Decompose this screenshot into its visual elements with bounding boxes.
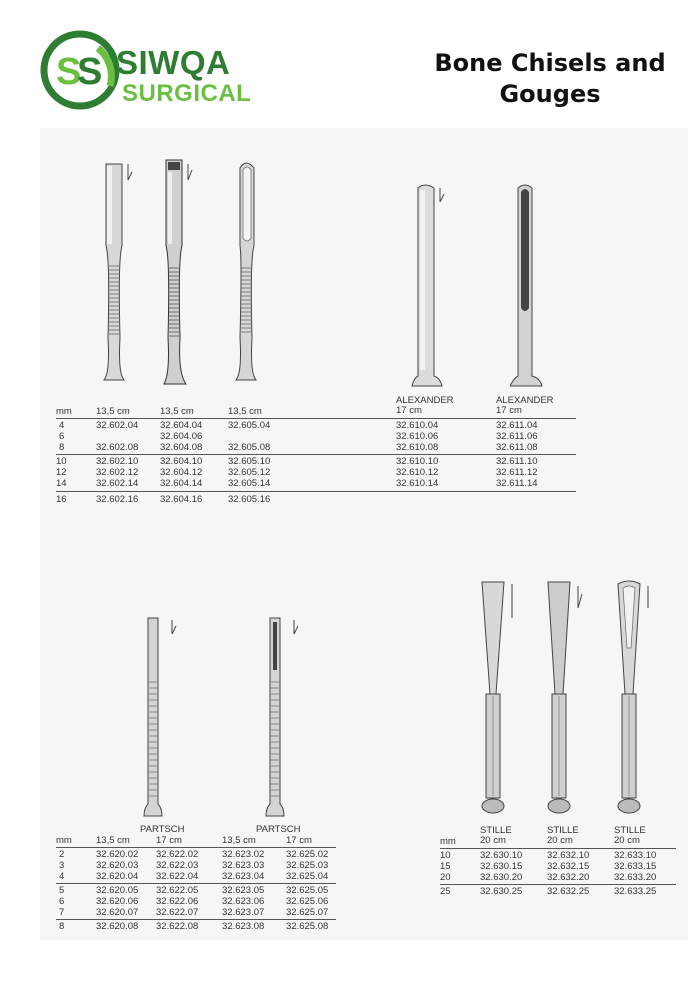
cell-mm: 8 <box>59 442 65 453</box>
cell: 32.622.03 <box>156 860 199 871</box>
cell: 32.632.25 <box>547 886 590 897</box>
cell-mm: 4 <box>59 871 65 882</box>
cell: 32.610.10 <box>396 456 439 467</box>
cell: 32.611.06 <box>496 431 538 442</box>
stille-gouge-illustration <box>614 578 660 818</box>
cell: 32.604.04 <box>160 420 203 431</box>
cell: 32.602.04 <box>96 420 139 431</box>
cell: 32.633.10 <box>614 850 657 861</box>
cell-mm: 6 <box>59 896 65 907</box>
table-top <box>56 406 576 506</box>
stille-name-2: STILLE <box>547 825 579 836</box>
chisel-bevel-illustration <box>160 158 200 390</box>
cell: 32.602.10 <box>96 456 139 467</box>
cell: 32.604.12 <box>160 467 203 478</box>
cell: 32.630.10 <box>480 850 523 861</box>
cell: 32.625.08 <box>286 921 329 932</box>
cell: 32.605.08 <box>228 442 271 453</box>
cell: 32.625.03 <box>286 860 329 871</box>
cell: 32.610.12 <box>396 467 439 478</box>
alexander-chisel-illustration <box>410 180 450 390</box>
cell: 32.602.12 <box>96 467 139 478</box>
cell: 32.625.04 <box>286 871 329 882</box>
cell: 32.625.07 <box>286 907 329 918</box>
cell: 32.623.03 <box>222 860 265 871</box>
col-header: 13,5 cm <box>222 835 256 846</box>
cell: 32.623.02 <box>222 849 265 860</box>
cell-mm: 14 <box>56 478 67 489</box>
brand-name: SIWQA <box>116 44 231 81</box>
cell: 32.611.14 <box>496 478 538 489</box>
cell: 32.604.06 <box>160 431 203 442</box>
cell: 32.620.03 <box>96 860 139 871</box>
cell: 32.605.04 <box>228 420 271 431</box>
cell-mm: 15 <box>440 861 451 872</box>
cell: 32.622.05 <box>156 885 199 896</box>
cell: 32.630.20 <box>480 872 523 883</box>
divider <box>56 883 336 884</box>
col-header: 13,5 cm <box>96 406 130 417</box>
cell: 32.622.07 <box>156 907 199 918</box>
cell: 32.602.16 <box>96 494 139 505</box>
cell: 32.610.08 <box>396 442 439 453</box>
ss-mark-icon <box>40 28 120 114</box>
cell-mm: 4 <box>59 420 65 431</box>
cell: 32.623.05 <box>222 885 265 896</box>
cell: 32.611.08 <box>496 442 538 453</box>
cell-mm: 20 <box>440 872 451 883</box>
col-header: 17 cm <box>156 835 182 846</box>
cell: 32.611.10 <box>496 456 538 467</box>
cell: 32.632.10 <box>547 850 590 861</box>
svg-text:S: S <box>56 51 82 93</box>
cell: 32.632.20 <box>547 872 590 883</box>
partsch-gouge-illustration <box>262 612 310 822</box>
partsch-label-1: PARTSCH <box>140 824 185 835</box>
divider <box>56 454 576 455</box>
cell: 32.623.06 <box>222 896 265 907</box>
alexander-gouge-illustration <box>510 180 550 390</box>
cell: 32.630.15 <box>480 861 523 872</box>
cell: 32.632.15 <box>547 861 590 872</box>
alexander-name-2: ALEXANDER <box>496 395 554 406</box>
divider <box>56 847 336 848</box>
mm-label: mm <box>56 835 72 846</box>
table-partsch <box>56 835 336 935</box>
stille-size-3: 20 cm <box>614 835 640 846</box>
mm-label: mm <box>56 406 72 417</box>
alexander-name-1: ALEXANDER <box>396 395 454 406</box>
alexander-size-1: 17 cm <box>396 405 422 416</box>
cell: 32.605.14 <box>228 478 271 489</box>
stille-size-2: 20 cm <box>547 835 573 846</box>
cell: 32.620.08 <box>96 921 139 932</box>
stille-bevel-chisel-illustration <box>544 578 590 818</box>
page-title-line-1: Bone Chisels and <box>434 49 666 77</box>
cell: 32.620.05 <box>96 885 139 896</box>
divider <box>440 884 676 885</box>
cell: 32.623.08 <box>222 921 265 932</box>
cell: 32.630.25 <box>480 886 523 897</box>
cell-mm: 12 <box>56 467 67 478</box>
table-stille <box>440 836 676 896</box>
cell-mm: 10 <box>56 456 67 467</box>
cell-mm: 8 <box>59 921 65 932</box>
col-header: 13,5 cm <box>228 406 262 417</box>
chisel-straight-illustration <box>100 158 140 390</box>
cell: 32.620.07 <box>96 907 139 918</box>
cell-mm: 5 <box>59 885 65 896</box>
brand-subname: SURGICAL <box>122 80 252 107</box>
mm-label: mm <box>440 836 456 847</box>
cell: 32.633.25 <box>614 886 657 897</box>
col-header: 13,5 cm <box>96 835 130 846</box>
cell-mm: 25 <box>440 886 451 897</box>
stille-name-1: STILLE <box>480 825 512 836</box>
stille-name-3: STILLE <box>614 825 646 836</box>
svg-text:S: S <box>77 51 103 93</box>
cell: 32.610.14 <box>396 478 439 489</box>
cell-mm: 3 <box>59 860 65 871</box>
cell: 32.610.06 <box>396 431 439 442</box>
cell: 32.604.08 <box>160 442 203 453</box>
stille-chisel-illustration <box>478 578 524 818</box>
partsch-label-2: PARTSCH <box>256 824 301 835</box>
page-title-line-2: Gouges <box>499 80 601 108</box>
cell: 32.604.10 <box>160 456 203 467</box>
col-header: 13,5 cm <box>160 406 194 417</box>
col-header: 17 cm <box>286 835 312 846</box>
cell-mm: 7 <box>59 907 65 918</box>
page-title <box>420 48 680 110</box>
cell: 32.623.04 <box>222 871 265 882</box>
cell: 32.622.06 <box>156 896 199 907</box>
cell: 32.622.04 <box>156 871 199 882</box>
cell: 32.611.04 <box>496 420 538 431</box>
cell-mm: 2 <box>59 849 65 860</box>
alexander-size-2: 17 cm <box>496 405 522 416</box>
cell: 32.633.15 <box>614 861 657 872</box>
divider <box>440 848 676 849</box>
divider <box>56 491 576 492</box>
cell: 32.623.07 <box>222 907 265 918</box>
cell-mm: 16 <box>56 494 67 505</box>
cell: 32.620.02 <box>96 849 139 860</box>
stille-size-1: 20 cm <box>480 835 506 846</box>
cell: 32.625.06 <box>286 896 329 907</box>
cell: 32.611.12 <box>496 467 538 478</box>
cell-mm: 6 <box>59 431 65 442</box>
gouge-illustration <box>232 158 272 390</box>
partsch-chisel-illustration <box>140 612 188 822</box>
cell: 32.625.05 <box>286 885 329 896</box>
cell: 32.622.08 <box>156 921 199 932</box>
cell: 32.605.10 <box>228 456 271 467</box>
divider <box>56 418 576 419</box>
cell: 32.633.20 <box>614 872 657 883</box>
brand-logo <box>40 28 260 114</box>
cell: 32.610.04 <box>396 420 439 431</box>
cell: 32.602.08 <box>96 442 139 453</box>
cell-mm: 10 <box>440 850 451 861</box>
cell: 32.605.12 <box>228 467 271 478</box>
cell: 32.625.02 <box>286 849 329 860</box>
cell: 32.605.16 <box>228 494 271 505</box>
cell: 32.620.04 <box>96 871 139 882</box>
cell: 32.622.02 <box>156 849 199 860</box>
cell: 32.602.14 <box>96 478 139 489</box>
cell: 32.604.16 <box>160 494 203 505</box>
cell: 32.620.06 <box>96 896 139 907</box>
cell: 32.604.14 <box>160 478 203 489</box>
divider <box>56 919 336 920</box>
